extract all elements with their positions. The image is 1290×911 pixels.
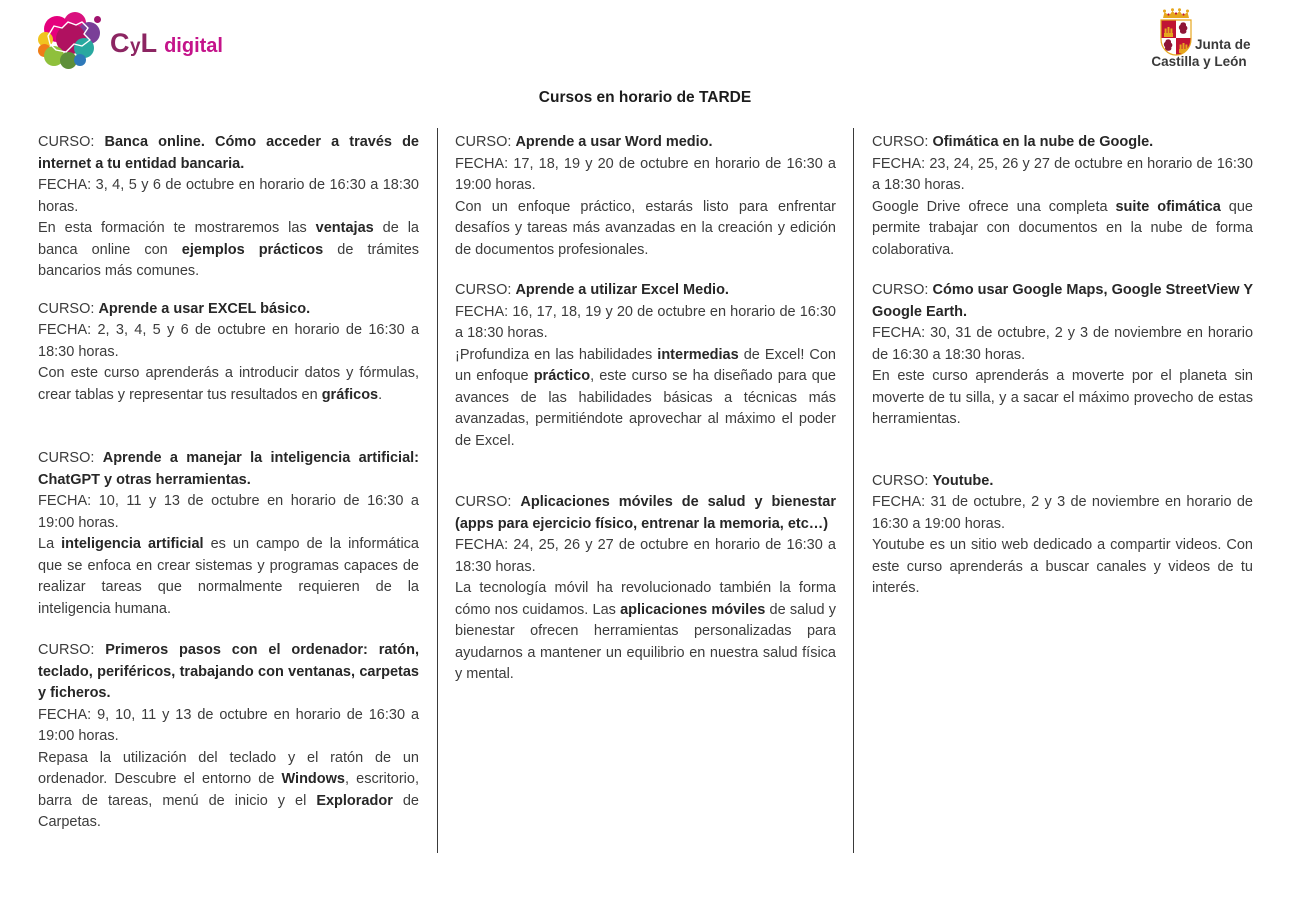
course-description: Repasa la utilización del teclado y el ratón de un ordenador. Descubre el entorno de Windows, escritorio, barra de tareas, menú de inicio y el Explorador de Carpetas. (38, 749, 419, 830)
course-title: Aprende a usar Word medio. (515, 134, 713, 150)
cyl-letter-l: L (140, 28, 158, 58)
course-title: Aprende a manejar la inteligencia artificial: ChatGPT y otras herramientas. (38, 450, 420, 488)
course-description: ¡Profundiza en las habilidades intermedias de Excel! Con un enfoque práctico, este curso se ha diseñado para que avances de las habilidades básicas a técnicas más avanzadas, permitiéndote aprovechar al máximo el poder de Excel. (455, 346, 836, 449)
cyl-letter-y: y (130, 36, 141, 57)
course-title-line (38, 448, 419, 491)
course-title: Primeros pasos con el ordenador: ratón, teclado, periféricos, trabajando con ventanas, carpetas y ficheros. (38, 642, 419, 701)
course-title-line (38, 299, 419, 321)
cyl-letter-c: C (110, 28, 130, 58)
course-title-line (872, 471, 1253, 493)
course-title: Aprende a utilizar Excel Medio. (515, 282, 729, 298)
fecha-label: FECHA: (38, 706, 92, 723)
course-block (455, 492, 836, 686)
junta-text-line1: Junta de (1195, 37, 1251, 52)
fecha-label: FECHA: (38, 322, 92, 338)
cyl-blobs-icon (38, 12, 104, 72)
column-divider-left (437, 128, 438, 853)
curso-label: CURSO: (38, 300, 95, 317)
fecha-label: FECHA: (38, 177, 92, 193)
curso-label: CURSO: (872, 134, 929, 150)
fecha-label: FECHA: (872, 325, 926, 341)
course-title: Youtube. (932, 472, 994, 489)
course-date-line (38, 320, 419, 363)
junta-crest-icon (1153, 8, 1199, 58)
fecha-label: FECHA: (872, 155, 926, 172)
curso-label: CURSO: (455, 282, 512, 298)
course-date-line (38, 491, 419, 534)
course-block (38, 299, 419, 407)
course-date-line (872, 154, 1253, 197)
curso-label: CURSO: (38, 642, 95, 658)
course-block (38, 640, 419, 834)
course-dates: 3, 4, 5 y 6 de octubre en horario de 16:30 a 18:30 horas. (38, 177, 419, 215)
cyl-digital-logo (38, 12, 258, 74)
course-description: Con un enfoque práctico, estarás listo para enfrentar desafíos y tareas más avanzadas en la creación y edición de documentos profesionales. (455, 198, 836, 258)
course-block (38, 132, 419, 283)
fecha-label: FECHA: (455, 303, 509, 320)
course-date-line (455, 535, 836, 578)
course-block (455, 280, 836, 452)
course-description: En esta formación te mostraremos las ventajas de la banca online con ejemplos prácticos de trámites bancarios más comunes. (38, 220, 420, 279)
course-block (38, 448, 419, 620)
column-divider-right (853, 128, 854, 853)
course-title: Aprende a usar EXCEL básico. (98, 300, 311, 317)
course-dates: 17, 18, 19 y 20 de octubre en horario de 16:30 a 19:00 horas. (455, 155, 837, 193)
column-2 (455, 132, 836, 686)
course-description: La tecnología móvil ha revolucionado también la forma cómo nos cuidamos. Las aplicaciones móviles de salud y bienestar ofrecen herramientas personalizadas para ayudarnos a mantener un equilibrio en nuestra salud física y mental. (455, 580, 836, 682)
page-title: Cursos en horario de TARDE (538, 89, 752, 106)
course-title-line (455, 492, 836, 535)
cyl-digital-text: digital (164, 35, 223, 57)
course-date-line (872, 323, 1253, 366)
course-title-line (455, 280, 836, 302)
curso-label: CURSO: (38, 450, 95, 466)
course-dates: 9, 10, 11 y 13 de octubre en horario de 16:30 a 19:00 horas. (38, 706, 420, 744)
course-dates: 10, 11 y 13 de octubre en horario de 16:30 a 19:00 horas. (38, 493, 419, 531)
course-title: Banca online. Cómo acceder a través de internet a tu entidad bancaria. (38, 134, 419, 172)
course-dates: 16, 17, 18, 19 y 20 de octubre en horario de 16:30 a 18:30 horas. (455, 303, 836, 341)
fecha-label: FECHA: (872, 494, 926, 510)
course-description: Con este curso aprenderás a introducir datos y fórmulas, crear tablas y representar tus resultados en gráficos. (38, 365, 419, 403)
course-block (872, 132, 1253, 261)
course-block (872, 280, 1253, 431)
curso-label: CURSO: (455, 134, 512, 150)
course-description: Google Drive ofrece una completa suite ofimática que permite trabajar con documentos en la nube de forma colaborativa. (872, 198, 1253, 258)
course-date-line (872, 492, 1253, 535)
fecha-label: FECHA: (455, 155, 509, 172)
course-date-line (455, 154, 836, 197)
course-block (872, 471, 1253, 600)
fecha-label: FECHA: (455, 537, 509, 553)
course-dates: 23, 24, 25, 26 y 27 de octubre en horario de 16:30 a 18:30 horas. (872, 155, 1253, 193)
course-title: Cómo usar Google Maps, Google StreetView Y Google Earth. (872, 282, 1253, 320)
cyl-logo-text (110, 28, 223, 59)
curso-label: CURSO: (872, 472, 929, 489)
course-description: La inteligencia artificial es un campo de la informática que se enfoca en crear sistemas y programas capaces de realizar tareas que normalmente requieren de la inteligencia humana. (38, 536, 419, 617)
course-title-line (455, 132, 836, 154)
junta-castilla-leon-logo (1143, 8, 1255, 74)
course-description: En este curso aprenderás a moverte por el planeta sin moverte de tu silla, y a sacar el máximo provecho de estas herramientas. (872, 368, 1253, 427)
course-dates: 31 de octubre, 2 y 3 de noviembre en horario de 16:30 a 19:00 horas. (872, 494, 1253, 532)
column-1 (38, 132, 419, 834)
course-date-line (38, 175, 419, 218)
curso-label: CURSO: (455, 494, 512, 510)
course-dates: 2, 3, 4, 5 y 6 de octubre en horario de 16:30 a 18:30 horas. (38, 322, 420, 360)
course-title-line (872, 132, 1253, 154)
curso-label: CURSO: (872, 282, 929, 298)
course-date-line (38, 705, 419, 748)
junta-text-line2: Castilla y León (1151, 54, 1247, 69)
course-title-line (38, 132, 419, 175)
course-title-line (38, 640, 419, 705)
course-block (455, 132, 836, 261)
course-dates: 24, 25, 26 y 27 de octubre en horario de 16:30 a 18:30 horas. (455, 537, 837, 575)
fecha-label: FECHA: (38, 493, 92, 509)
curso-label: CURSO: (38, 134, 95, 150)
course-title: Aplicaciones móviles de salud y bienestar (apps para ejercicio físico, entrenar la memoria, etc…) (455, 494, 836, 532)
course-title-line (872, 280, 1253, 323)
course-dates: 30, 31 de octubre, 2 y 3 de noviembre en horario de 16:30 a 18:30 horas. (872, 325, 1254, 363)
course-date-line (455, 302, 836, 345)
course-title: Ofimática en la nube de Google. (932, 134, 1154, 150)
column-3 (872, 132, 1253, 600)
course-description: Youtube es un sitio web dedicado a compartir videos. Con este curso aprenderás a buscar canales y videos de tu interés. (872, 537, 1253, 596)
castilla-map-outline-icon (38, 12, 104, 72)
